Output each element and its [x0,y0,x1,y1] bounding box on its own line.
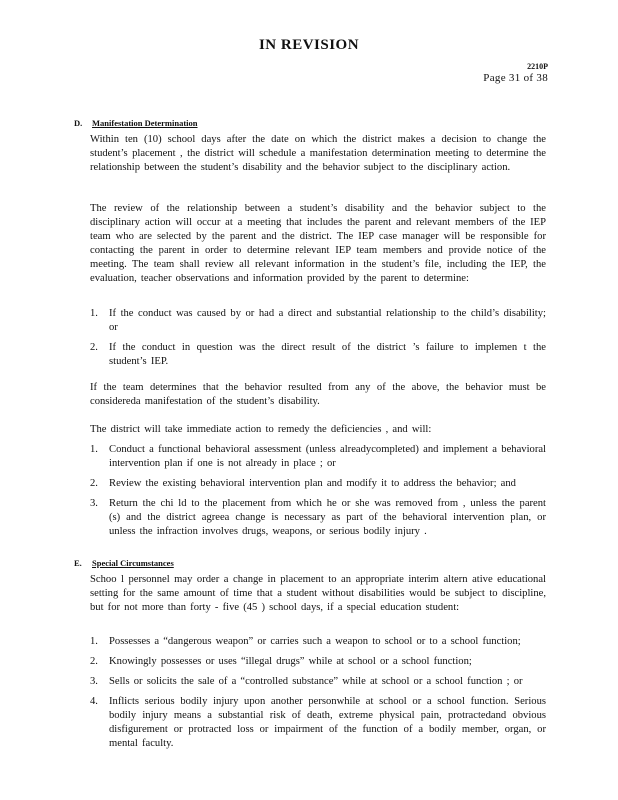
section-d-title: Manifestation Determination [92,118,198,128]
section-d-paragraph-2: The review of the relationship between a student’s disability and the behavior subject to the disciplinary action will occur at a meeting that includes the parent and relevant members of the IEP team who are selected by the parent and the district. The IEP case manager will be responsible for contacting the parent in order to determine relevant IEP team members and provide notice of the meeting. The team shall review all relevant information in the student’s file, including the IEP, the evaluation, teacher observations and information provided by the parent to determine: [90,203,546,284]
section-e-circumstances-list [90,635,546,751]
section-d-letter: D. [74,118,83,128]
section-d-paragraph-1: Within ten (10) school days after the date on which the district makes a decision to change the student’s placement , the district will schedule a manifestation determination meeting to determine the relationship between the student’s disability and the behavior subject to the disciplinary action. [90,134,546,173]
section-e-paragraph-1: Schoo l personnel may order a change in placement to an appropriate interim altern ative educational setting for the same amount of time that a student without disabilities would be subject to discipline, but for not more than forty - five (45 ) school days, if a special education student: [90,574,546,613]
document-title: IN REVISION [258,37,360,53]
section-e-letter: E. [74,558,82,568]
list-item: 2. Knowingly possesses or uses “illegal drugs” while at school or a school function; [90,656,472,667]
page-number: Page 31 of 38 [483,72,548,84]
section-d-paragraph-3: If the team determines that the behavior resulted from any of the above, the behavior must be considereda manifestation of the student’s disability. [90,382,546,407]
section-d-remedy-list [90,443,546,539]
list-item: 3. Return the chi ld to the placement from which he or she was removed from , unless the parent (s) and the district agreea change is necessary as part of the behavioral intervention plan, or unless the infraction involves drugs, weapons, or serious bodily injury . [90,498,546,537]
section-e-title: Special Circumstances [92,558,174,568]
list-item: 2. If the conduct in question was the direct result of the district ’s failure to implemen t the student’s IEP. [90,342,546,367]
list-item: 1. Possesses a “dangerous weapon” or carries such a weapon to school or to a school function; [90,636,521,647]
policy-number: 2210P [527,62,548,71]
list-item: 1. If the conduct was caused by or had a direct and substantial relationship to the child’s disability; or [90,308,546,333]
list-item: 1. Conduct a functional behavioral assessment (unless alreadycompleted) and implement a behavioral intervention plan if one is not already in place ; or [90,444,546,469]
list-item: 4. Inflicts serious bodily injury upon another personwhile at school or a school function. Serious bodily injury means a substantial risk of death, extreme physical pain, protractedand obvious disfigurement or protracted loss or impairment of the function of a bodily member, organ, or mental faculty. [90,696,546,749]
list-item: 3. Sells or solicits the sale of a “controlled substance” while at school or a school function ; or [90,676,523,687]
section-d-paragraph-4: The district will take immediate action to remedy the deficiencies , and will: [90,424,432,435]
section-d-criteria-list [90,307,546,369]
list-item: 2. Review the existing behavioral intervention plan and modify it to address the behavior; and [90,478,516,489]
